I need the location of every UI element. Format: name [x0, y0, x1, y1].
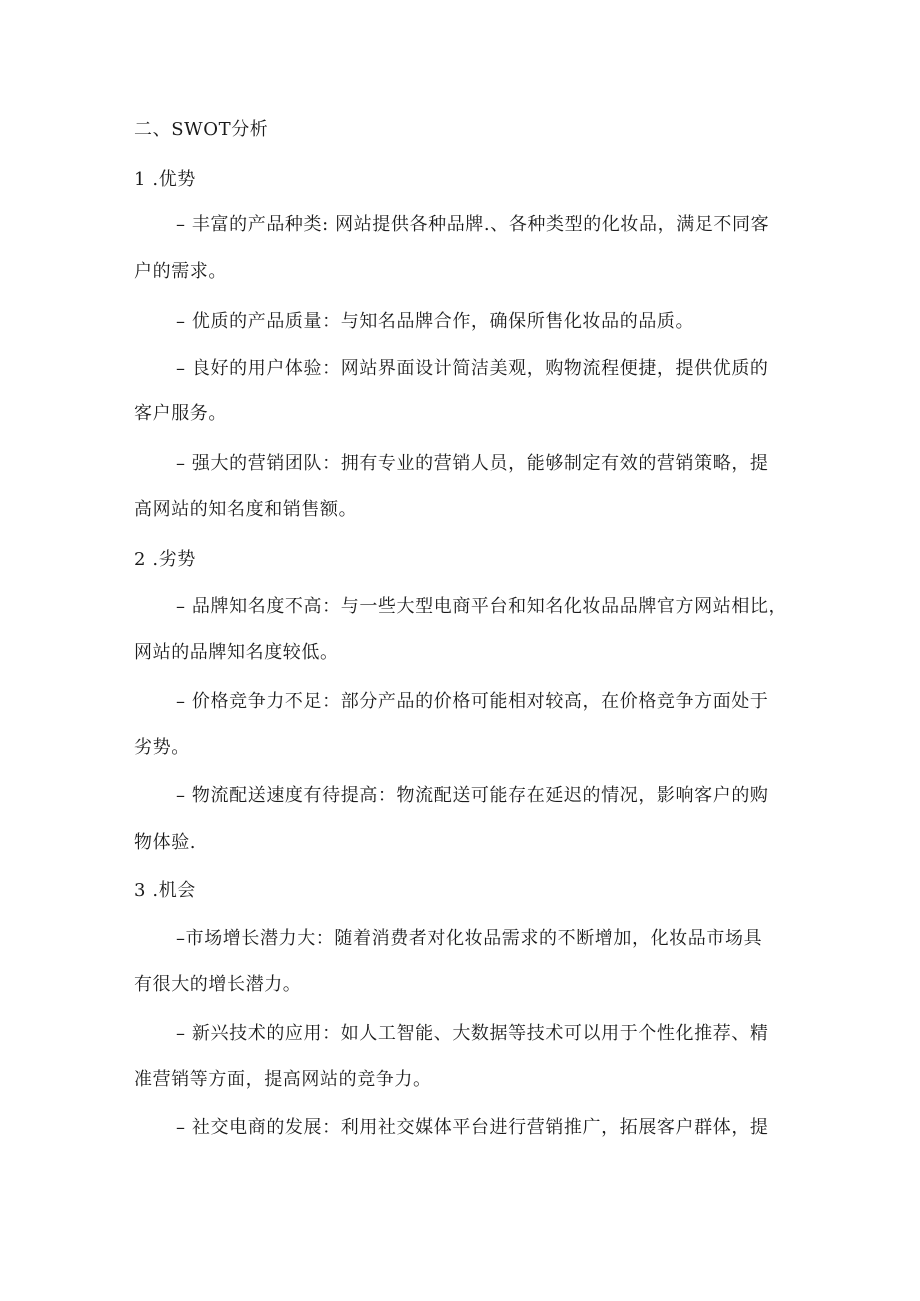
- weakness-item-3-line1: – 物流配送速度有待提高：物流配送可能存在延迟的情况，影响客户的购: [176, 785, 769, 806]
- weakness-item-2-line1: – 价格竞争力不足：部分产品的价格可能相对较高，在价格竞争方面处于: [176, 691, 769, 712]
- weakness-item-3-line2: 物体验.: [134, 832, 197, 853]
- strength-item-4-line2: 高网站的知名度和销售额。: [134, 499, 358, 520]
- opportunity-item-2-line2: 准营销等方面，提高网站的竞争力。: [134, 1069, 432, 1090]
- opportunity-item-1-line2: 有很大的增长潜力。: [134, 974, 302, 995]
- opportunity-item-2-line1: – 新兴技术的应用：如人工智能、大数据等技术可以用于个性化推荐、精: [176, 1023, 769, 1044]
- strength-item-2-line1: – 优质的产品质量：与知名品牌合作，确保所售化妆品的品质。: [176, 311, 695, 332]
- strength-item-3-line2: 客户服务。: [134, 403, 227, 424]
- weakness-item-1-line1: – 品牌知名度不高：与一些大型电商平台和知名化妆品品牌官方网站相比，: [176, 596, 788, 617]
- weakness-item-1-line2: 网站的品牌知名度较低。: [134, 642, 339, 663]
- weakness-item-2-line2: 劣势。: [134, 737, 190, 758]
- opportunities-heading: 3 .机会: [134, 880, 196, 901]
- strengths-heading: 1 .优势: [134, 169, 196, 190]
- opportunity-item-3-line1: – 社交电商的发展：利用社交媒体平台进行营销推广，拓展客户群体，提: [176, 1117, 769, 1138]
- opportunity-item-1-line1: –市场增长潜力大：随着消费者对化妆品需求的不断增加，化妆品市场具: [176, 928, 763, 949]
- strength-item-1-line2: 户的需求。: [134, 261, 227, 282]
- strength-item-1-line1: – 丰富的产品种类: 网站提供各种品牌.、各种类型的化妆品，满足不同客: [176, 214, 770, 235]
- strength-item-4-line1: – 强大的营销团队：拥有专业的营销人员，能够制定有效的营销策略，提: [176, 453, 769, 474]
- weaknesses-heading: 2 .劣势: [134, 549, 196, 570]
- strength-item-3-line1: – 良好的用户体验：网站界面设计简洁美观，购物流程便捷，提供优质的: [176, 358, 769, 379]
- section-title: 二、SWOT分析: [134, 119, 269, 140]
